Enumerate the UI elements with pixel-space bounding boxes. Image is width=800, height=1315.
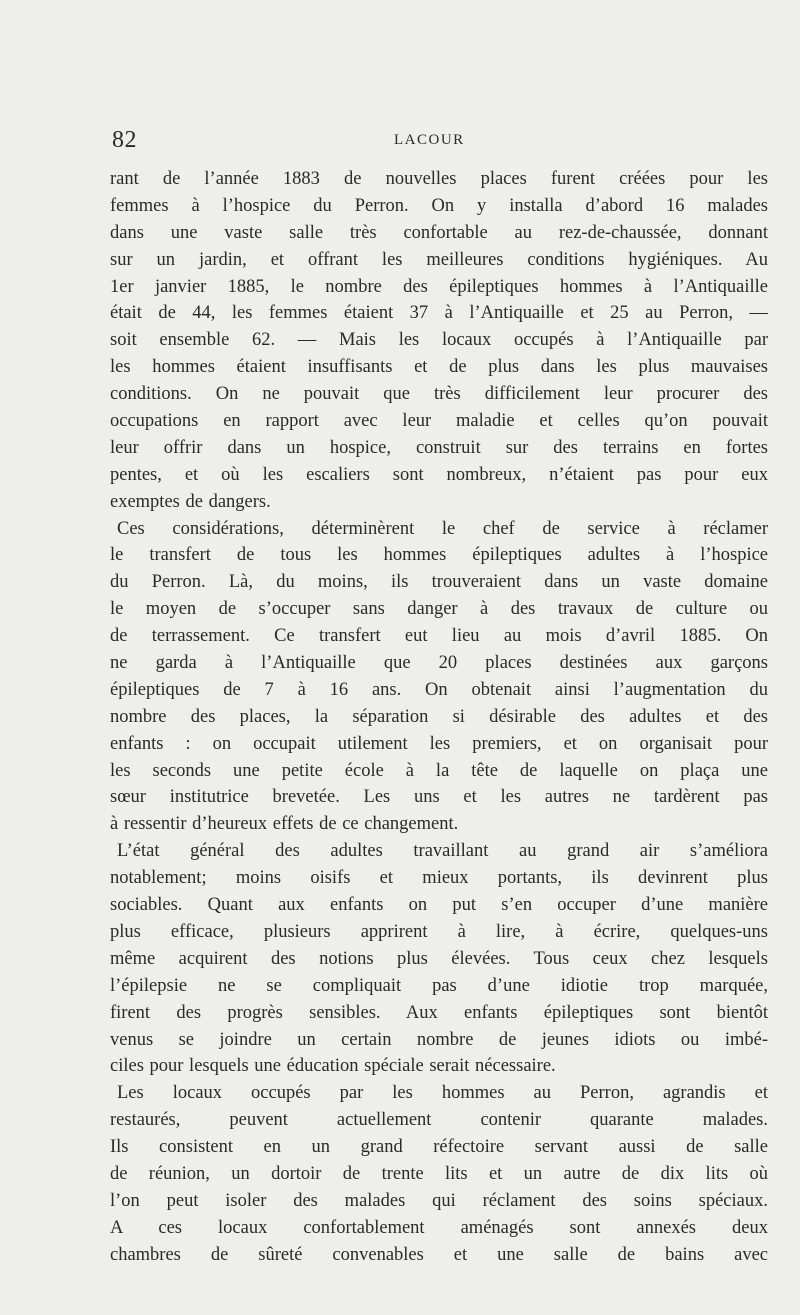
text-line: ciles pour lesquels une éducation spéciale serait nécessaire. [110, 1056, 556, 1077]
text-line: de terrassement. Ce transfert eut lieu au mois d’avril 1885. On [110, 626, 768, 647]
text-line: Ils consistent en un grand réfectoire servant aussi de salle [110, 1137, 768, 1158]
text-line: leur offrir dans un hospice, construit sur des terrains en fortes [110, 437, 768, 458]
text-line: exemptes de dangers. [110, 491, 271, 512]
text-line: à ressentir d’heureux effets de ce changement. [110, 814, 459, 835]
text-line: épileptiques de 7 à 16 ans. On obtenait ainsi l’augmentation du [110, 679, 768, 700]
text-line: dans une vaste salle très confortable au rez-de-chaussée, donnant [110, 222, 768, 243]
text-line: ne garda à l’Antiquaille que 20 places destinées aux garçons [110, 653, 768, 674]
text-line: sociables. Quant aux enfants on put s’en occuper d’une manière [110, 895, 768, 916]
text-line: rant de l’année 1883 de nouvelles places furent créées pour les [110, 169, 768, 189]
text-line: soit ensemble 62. — Mais les locaux occupés à l’Antiquaille par [110, 330, 768, 351]
text-line: de réunion, un dortoir de trente lits et un autre de dix lits où [110, 1163, 768, 1184]
text-line: notablement; moins oisifs et mieux portants, ils devinrent plus [110, 868, 768, 889]
text-line: l’on peut isoler des malades qui réclament des soins spéciaux. [110, 1190, 768, 1211]
paragraph-start-line: Les locaux occupés par les hommes au Perron, agrandis et [117, 1083, 768, 1104]
text-line: plus efficace, plusieurs apprirent à lire, à écrire, quelques-uns [110, 921, 768, 942]
text-line: pentes, et où les escaliers sont nombreux, n’étaient pas pour eux [110, 464, 768, 485]
text-line: du Perron. Là, du moins, ils trouveraient dans un vaste domaine [110, 572, 768, 593]
text-line: venus se joindre un certain nombre de jeunes idiots ou imbé- [110, 1029, 768, 1050]
text-line: les hommes étaient insuffisants et de plus dans les plus mauvaises [110, 357, 768, 378]
text-line: même acquirent des notions plus élevées. Tous ceux chez lesquels [110, 948, 768, 969]
text-line: conditions. On ne pouvait que très difficilement leur procurer des [110, 384, 768, 405]
text-line: chambres de sûreté convenables et une salle de bains avec [110, 1244, 768, 1265]
text-line: firent des progrès sensibles. Aux enfants épileptiques sont bientôt [110, 1002, 768, 1023]
text-line: occupations en rapport avec leur maladie et celles qu’on pouvait [110, 411, 768, 432]
page-number: 82 [112, 127, 137, 153]
page-header [112, 126, 768, 154]
text-line: A ces locaux confortablement aménagés sont annexés deux [110, 1217, 768, 1238]
body-text [110, 166, 768, 1269]
text-line: les seconds une petite école à la tête de laquelle on plaça une [110, 760, 768, 781]
text-line: le transfert de tous les hommes épileptiques adultes à l’hospice [110, 545, 768, 566]
text-line: était de 44, les femmes étaient 37 à l’Antiquaille et 25 au Perron, — [110, 303, 768, 324]
text-line: enfants : on occupait utilement les premiers, et on organisait pour [110, 733, 768, 754]
text-line: le moyen de s’occuper sans danger à des travaux de culture ou [110, 599, 768, 620]
running-head: LACOUR [394, 132, 465, 148]
paragraph-start-line: L’état général des adultes travaillant au grand air s’améliora [117, 841, 768, 862]
text-line: 1er janvier 1885, le nombre des épileptiques hommes à l’Antiquaille [110, 276, 768, 297]
text-line: nombre des places, la séparation si désirable des adultes et des [110, 706, 768, 727]
text-line: sœur institutrice brevetée. Les uns et les autres ne tardèrent pas [110, 787, 768, 808]
text-line: l’épilepsie ne se compliquait pas d’une idiotie trop marquée, [110, 975, 768, 996]
paragraph-start-line: Ces considérations, déterminèrent le chef de service à réclamer [117, 518, 768, 539]
text-line: femmes à l’hospice du Perron. On y installa d’abord 16 malades [110, 195, 768, 216]
text-line: sur un jardin, et offrant les meilleures conditions hygiéniques. Au [110, 249, 768, 270]
text-line: restaurés, peuvent actuellement contenir quarante malades. [110, 1110, 768, 1131]
